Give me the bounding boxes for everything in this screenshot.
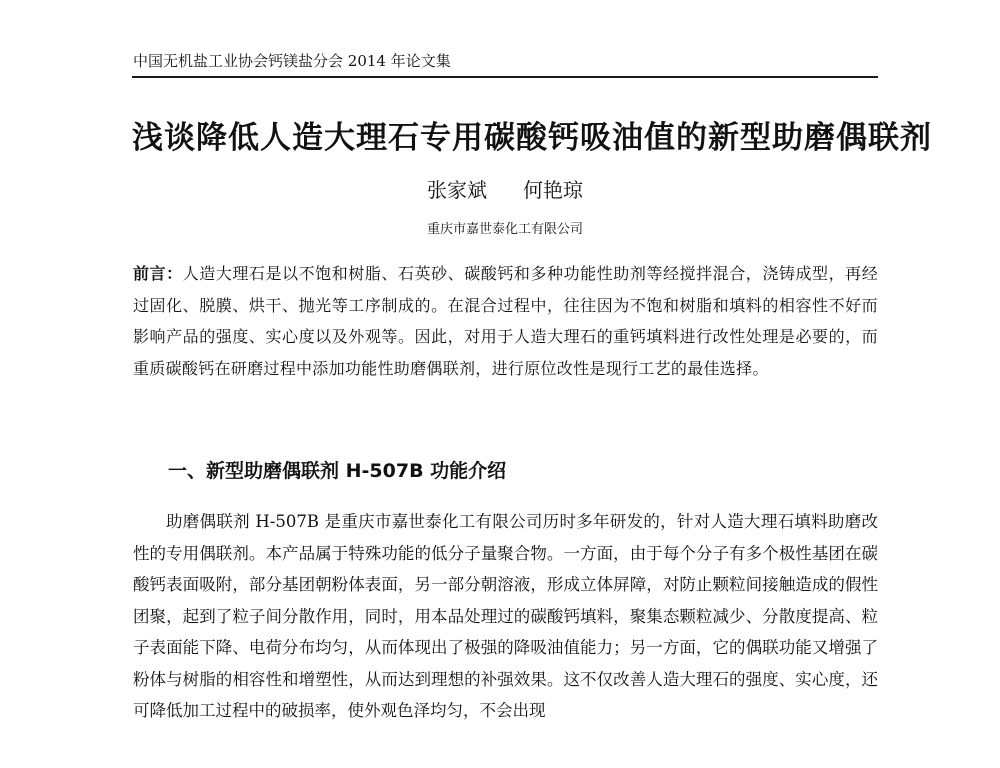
- author-list: [132, 174, 878, 203]
- preface-paragraph: [133, 258, 878, 384]
- header-divider: [132, 76, 878, 78]
- running-header: 中国无机盐工业协会钙镁盐分会 2014 年论文集: [133, 52, 451, 70]
- preface-text: 人造大理石是以不饱和树脂、石英砂、碳酸钙和多种功能性助剂等经搅拌混合，浇铸成型，再经过固化、脱膜、烘干、抛光等工序制成的。在混合过程中，往往因为不饱和树脂和填料的相容性不好而影响产品的强度、实心度以及外观等。因此，对用于人造大理石的重钙填料进行改性处理是必要的，而重质碳酸钙在研磨过程中添加功能性助磨偶联剂，进行原位改性是现行工艺的最佳选择。: [133, 264, 878, 378]
- preface-label: 前言：: [133, 264, 183, 283]
- author-name: 何艳琼: [523, 178, 583, 202]
- paper-title: 浅谈降低人造大理石专用碳酸钙吸油值的新型助磨偶联剂: [132, 120, 932, 156]
- author-name: 张家斌: [427, 178, 487, 202]
- section-heading: 一、新型助磨偶联剂 H-507B 功能介绍: [168, 460, 507, 482]
- body-paragraph: 助磨偶联剂 H-507B 是重庆市嘉世泰化工有限公司历时多年研发的，针对人造大理石填料助磨改性的专用偶联剂。本产品属于特殊功能的低分子量聚合物。一方面，由于每个分子有多个极性基团在碳酸钙表面吸附，部分基团朝粉体表面，另一部分朝溶液，形成立体屏障，对防止颗粒间接触造成的假性团聚，起到了粒子间分散作用，同时，用本品处理过的碳酸钙填料，聚集态颗粒减少、分散度提高、粒子表面能下降、电荷分布均匀，从而体现出了极强的降吸油值能力；另一方面，它的偶联功能又增强了粉体与树脂的相容性和增塑性，从而达到理想的补强效果。这不仅改善人造大理石的强度、实心度，还可降低加工过程中的破损率，使外观色泽均匀，不会出现: [133, 512, 878, 720]
- author-affiliation: 重庆市嘉世泰化工有限公司: [426, 222, 583, 237]
